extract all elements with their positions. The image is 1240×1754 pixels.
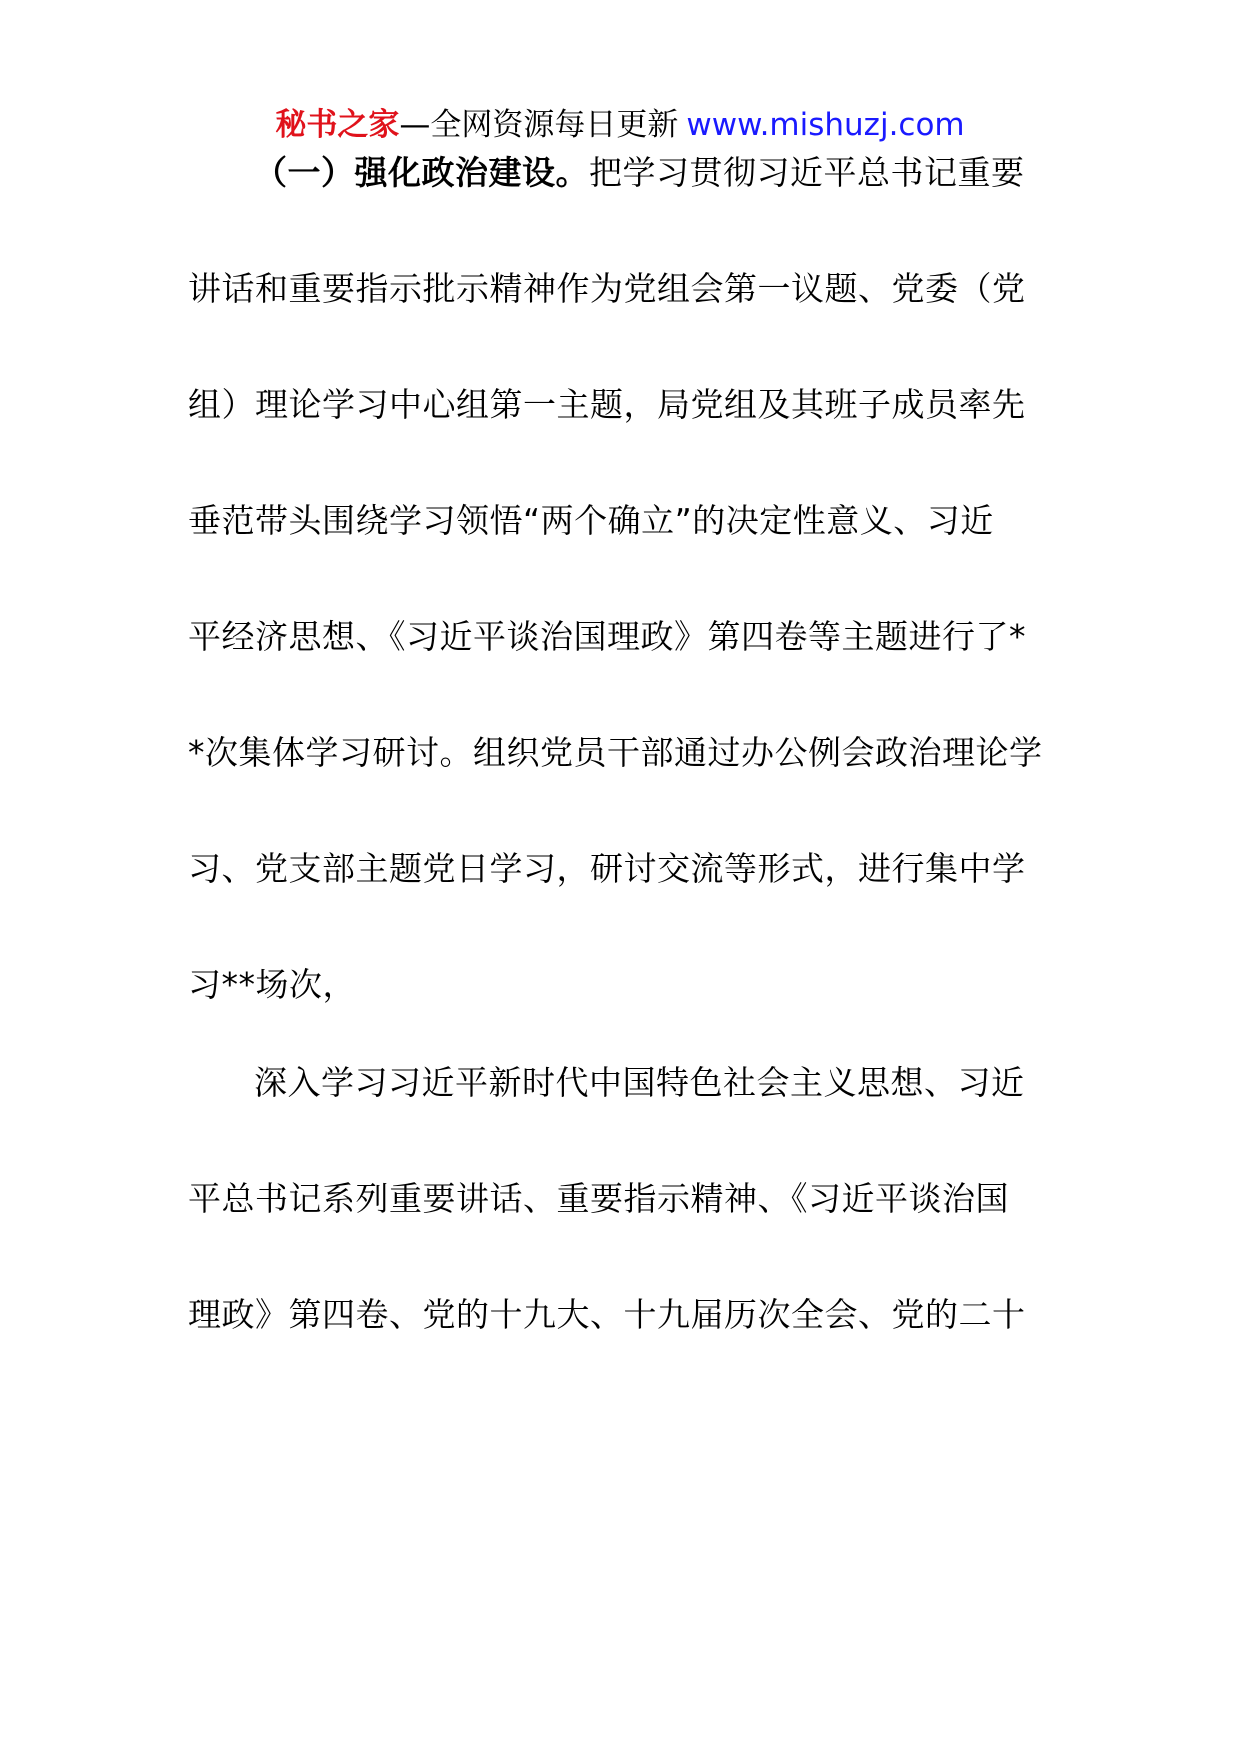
paragraph-2-line-3: 理政》第四卷、党的十九大、十九届历次全会、党的二十 (188, 1295, 1026, 1334)
paragraph-1-line-2: 讲话和重要指示批示精神作为党组会第一议题、党委（党 (188, 269, 1026, 308)
paragraph-1-line-6: *次集体学习研讨。组织党员干部通过办公例会政治理论学 (188, 733, 1043, 772)
paragraph-2-line-1: 深入学习习近平新时代中国特色社会主义思想、习近 (254, 1063, 1025, 1102)
paragraph-1-line-3: 组）理论学习中心组第一主题，局党组及其班子成员率先 (188, 385, 1026, 424)
site-url-link[interactable]: www.mishuzj.com (686, 107, 965, 143)
section-heading: （一）强化政治建设。 (254, 153, 589, 192)
paragraph-1-line-1 (254, 148, 1134, 198)
site-header (0, 100, 1240, 150)
paragraph-1-line-4: 垂范带头围绕学习领悟“两个确立”的决定性意义、习近 (188, 501, 994, 540)
header-slogan: —全网资源每日更新 (399, 107, 679, 143)
paragraph-1-line-7: 习、党支部主题党日学习，研讨交流等形式，进行集中学 (188, 849, 1026, 888)
paragraph-2-line-2: 平总书记系列重要讲话、重要指示精神、《习近平谈治国 (188, 1179, 1009, 1218)
brand-name: 秘书之家 (275, 107, 400, 143)
paragraph-1-line-5: 平经济思想、《习近平谈治国理政》第四卷等主题进行了* (188, 617, 1026, 656)
paragraph-1-line-8: 习**场次， (188, 965, 356, 1004)
paragraph-1-line-1-text: 把学习贯彻习近平总书记重要 (589, 153, 1025, 192)
